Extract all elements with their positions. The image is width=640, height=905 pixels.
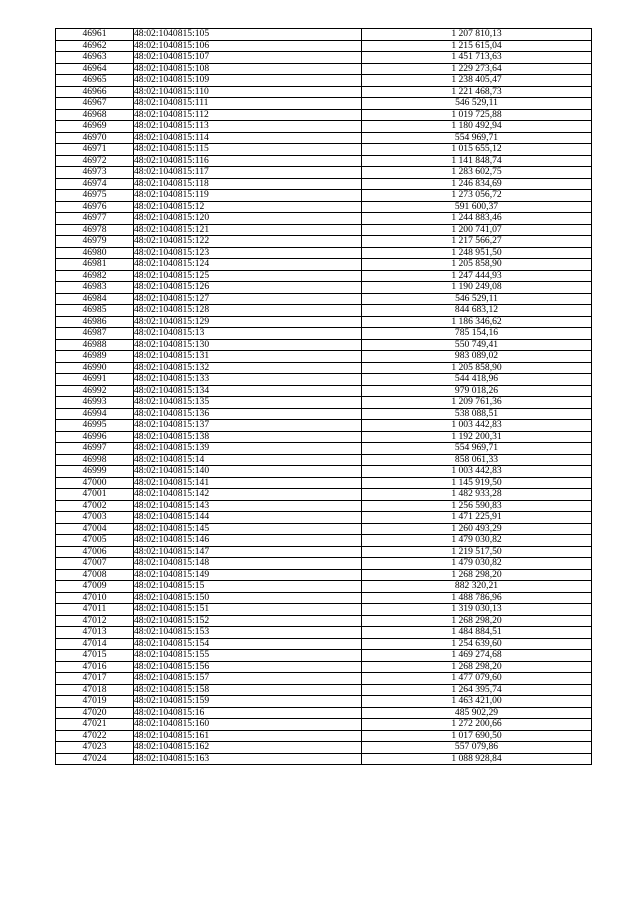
cadastral-value-cell: 1 019 725,88	[362, 109, 592, 121]
row-number-cell: 46965	[56, 75, 134, 87]
row-number-cell: 46961	[56, 29, 134, 41]
row-number-cell: 46964	[56, 63, 134, 75]
cadastral-value-cell: 1 141 848,74	[362, 155, 592, 167]
cadastral-number-cell: 48:02:1040815:108	[134, 63, 362, 75]
cadastral-value-cell: 1 088 928,84	[362, 753, 592, 765]
cadastral-value-cell: 1 477 079,60	[362, 673, 592, 685]
row-number-cell: 47020	[56, 707, 134, 719]
table-row	[56, 707, 592, 719]
row-number-cell: 46976	[56, 201, 134, 213]
row-number-cell: 46983	[56, 282, 134, 294]
table-row	[56, 558, 592, 570]
cadastral-value-cell: 1 145 919,50	[362, 477, 592, 489]
row-number-cell: 46977	[56, 213, 134, 225]
row-number-cell: 47001	[56, 489, 134, 501]
table-row	[56, 190, 592, 202]
cadastral-number-cell: 48:02:1040815:134	[134, 385, 362, 397]
row-number-cell: 47022	[56, 730, 134, 742]
row-number-cell: 47016	[56, 661, 134, 673]
cadastral-value-cell: 1 238 405,47	[362, 75, 592, 87]
cadastral-number-cell: 48:02:1040815:115	[134, 144, 362, 156]
cadastral-value-cell: 1 272 200,66	[362, 719, 592, 731]
cadastral-value-cell: 1 205 858,90	[362, 362, 592, 374]
table-row	[56, 397, 592, 409]
row-number-cell: 47007	[56, 558, 134, 570]
cadastral-number-cell: 48:02:1040815:110	[134, 86, 362, 98]
table-row	[56, 454, 592, 466]
row-number-cell: 46971	[56, 144, 134, 156]
cadastral-number-cell: 48:02:1040815:130	[134, 339, 362, 351]
table-row	[56, 512, 592, 524]
cadastral-value-cell: 1 192 200,31	[362, 431, 592, 443]
row-number-cell: 46973	[56, 167, 134, 179]
row-number-cell: 46999	[56, 466, 134, 478]
cadastral-value-cell: 844 683,12	[362, 305, 592, 317]
cadastral-value-cell: 1 479 030,82	[362, 558, 592, 570]
cadastral-number-cell: 48:02:1040815:126	[134, 282, 362, 294]
row-number-cell: 47011	[56, 604, 134, 616]
table-row	[56, 362, 592, 374]
cadastral-number-cell: 48:02:1040815:140	[134, 466, 362, 478]
cadastral-number-cell: 48:02:1040815:15	[134, 581, 362, 593]
row-number-cell: 46970	[56, 132, 134, 144]
cadastral-value-cell: 1 260 493,29	[362, 523, 592, 535]
cadastral-number-cell: 48:02:1040815:141	[134, 477, 362, 489]
cadastral-number-cell: 48:02:1040815:119	[134, 190, 362, 202]
table-row	[56, 201, 592, 213]
cadastral-value-cell: 550 749,41	[362, 339, 592, 351]
row-number-cell: 46968	[56, 109, 134, 121]
cadastral-number-cell: 48:02:1040815:143	[134, 500, 362, 512]
cadastral-number-cell: 48:02:1040815:157	[134, 673, 362, 685]
cadastral-number-cell: 48:02:1040815:139	[134, 443, 362, 455]
cadastral-value-cell: 1 254 639,60	[362, 638, 592, 650]
row-number-cell: 47002	[56, 500, 134, 512]
table-row	[56, 144, 592, 156]
cadastral-value-cell: 1 471 225,91	[362, 512, 592, 524]
table-row	[56, 247, 592, 259]
cadastral-number-cell: 48:02:1040815:105	[134, 29, 362, 41]
row-number-cell: 46975	[56, 190, 134, 202]
row-number-cell: 46995	[56, 420, 134, 432]
table-row	[56, 615, 592, 627]
cadastral-value-cell: 1 229 273,64	[362, 63, 592, 75]
row-number-cell: 47017	[56, 673, 134, 685]
cadastral-value-cell: 882 320,21	[362, 581, 592, 593]
cadastral-number-cell: 48:02:1040815:153	[134, 627, 362, 639]
cadastral-number-cell: 48:02:1040815:123	[134, 247, 362, 259]
row-number-cell: 46985	[56, 305, 134, 317]
table-row	[56, 155, 592, 167]
cadastral-number-cell: 48:02:1040815:109	[134, 75, 362, 87]
table-row	[56, 466, 592, 478]
cadastral-number-cell: 48:02:1040815:136	[134, 408, 362, 420]
row-number-cell: 46986	[56, 316, 134, 328]
row-number-cell: 47010	[56, 592, 134, 604]
row-number-cell: 47021	[56, 719, 134, 731]
cadastral-number-cell: 48:02:1040815:146	[134, 535, 362, 547]
table-row	[56, 98, 592, 110]
cadastral-value-cell: 1 469 274,68	[362, 650, 592, 662]
cadastral-number-cell: 48:02:1040815:16	[134, 707, 362, 719]
cadastral-value-cell: 1 256 590,83	[362, 500, 592, 512]
row-number-cell: 46979	[56, 236, 134, 248]
row-number-cell: 46992	[56, 385, 134, 397]
cadastral-value-cell: 1 190 249,08	[362, 282, 592, 294]
cadastral-number-cell: 48:02:1040815:132	[134, 362, 362, 374]
cadastral-value-cell: 1 186 346,62	[362, 316, 592, 328]
cadastral-value-cell: 557 079,86	[362, 742, 592, 754]
cadastral-value-cell: 858 061,33	[362, 454, 592, 466]
table-row	[56, 236, 592, 248]
table-row	[56, 351, 592, 363]
cadastral-number-cell: 48:02:1040815:113	[134, 121, 362, 133]
cadastral-value-cell: 1 268 298,20	[362, 569, 592, 581]
table-row	[56, 581, 592, 593]
row-number-cell: 47019	[56, 696, 134, 708]
table-row	[56, 339, 592, 351]
cadastral-value-cell: 1 463 421,00	[362, 696, 592, 708]
row-number-cell: 46972	[56, 155, 134, 167]
cadastral-value-cell: 1 244 883,46	[362, 213, 592, 225]
cadastral-number-cell: 48:02:1040815:127	[134, 293, 362, 305]
row-number-cell: 47008	[56, 569, 134, 581]
cadastral-value-cell: 1 273 056,72	[362, 190, 592, 202]
cadastral-value-cell: 1 283 602,75	[362, 167, 592, 179]
cadastral-value-cell: 1 219 517,50	[362, 546, 592, 558]
row-number-cell: 47018	[56, 684, 134, 696]
row-number-cell: 46962	[56, 40, 134, 52]
table-row	[56, 500, 592, 512]
cadastral-value-cell: 591 600,37	[362, 201, 592, 213]
row-number-cell: 46988	[56, 339, 134, 351]
cadastral-value-cell: 538 088,51	[362, 408, 592, 420]
row-number-cell: 46966	[56, 86, 134, 98]
table-row	[56, 132, 592, 144]
table-row	[56, 431, 592, 443]
cadastral-number-cell: 48:02:1040815:124	[134, 259, 362, 271]
cadastral-number-cell: 48:02:1040815:122	[134, 236, 362, 248]
cadastral-number-cell: 48:02:1040815:112	[134, 109, 362, 121]
table-row	[56, 489, 592, 501]
table-row	[56, 627, 592, 639]
row-number-cell: 46981	[56, 259, 134, 271]
cadastral-number-cell: 48:02:1040815:156	[134, 661, 362, 673]
table-row	[56, 569, 592, 581]
table-row	[56, 385, 592, 397]
table-row	[56, 270, 592, 282]
cadastral-number-cell: 48:02:1040815:13	[134, 328, 362, 340]
cadastral-value-cell: 785 154,16	[362, 328, 592, 340]
row-number-cell: 47003	[56, 512, 134, 524]
row-number-cell: 46980	[56, 247, 134, 259]
table-row	[56, 408, 592, 420]
cadastral-number-cell: 48:02:1040815:128	[134, 305, 362, 317]
table-row	[56, 259, 592, 271]
cadastral-number-cell: 48:02:1040815:159	[134, 696, 362, 708]
table-row	[56, 40, 592, 52]
table-row	[56, 684, 592, 696]
cadastral-value-cell: 485 902,29	[362, 707, 592, 719]
cadastral-number-cell: 48:02:1040815:160	[134, 719, 362, 731]
cadastral-number-cell: 48:02:1040815:149	[134, 569, 362, 581]
table-row	[56, 178, 592, 190]
cadastral-value-cell: 979 018,26	[362, 385, 592, 397]
cadastral-number-cell: 48:02:1040815:118	[134, 178, 362, 190]
table-row	[56, 420, 592, 432]
cadastral-number-cell: 48:02:1040815:133	[134, 374, 362, 386]
table-row	[56, 121, 592, 133]
cadastral-value-cell: 1 264 395,74	[362, 684, 592, 696]
table-row	[56, 443, 592, 455]
cadastral-number-cell: 48:02:1040815:135	[134, 397, 362, 409]
cadastral-number-cell: 48:02:1040815:147	[134, 546, 362, 558]
cadastral-number-cell: 48:02:1040815:114	[134, 132, 362, 144]
row-number-cell: 47014	[56, 638, 134, 650]
row-number-cell: 47013	[56, 627, 134, 639]
cadastral-number-cell: 48:02:1040815:120	[134, 213, 362, 225]
table-row	[56, 109, 592, 121]
row-number-cell: 47009	[56, 581, 134, 593]
cadastral-value-cell: 1 180 492,94	[362, 121, 592, 133]
table-row	[56, 213, 592, 225]
row-number-cell: 46993	[56, 397, 134, 409]
row-number-cell: 47000	[56, 477, 134, 489]
cadastral-value-cell: 1 246 834,69	[362, 178, 592, 190]
cadastral-value-cell: 1 003 442,83	[362, 466, 592, 478]
table-row	[56, 63, 592, 75]
cadastral-value-cell: 1 207 810,13	[362, 29, 592, 41]
table-row	[56, 753, 592, 765]
row-number-cell: 46996	[56, 431, 134, 443]
cadastral-value-cell: 1 209 761,36	[362, 397, 592, 409]
row-number-cell: 47012	[56, 615, 134, 627]
cadastral-number-cell: 48:02:1040815:137	[134, 420, 362, 432]
cadastral-value-cell: 1 451 713,63	[362, 52, 592, 64]
cadastral-number-cell: 48:02:1040815:163	[134, 753, 362, 765]
cadastral-value-cell: 1 248 951,50	[362, 247, 592, 259]
row-number-cell: 46974	[56, 178, 134, 190]
row-number-cell: 47015	[56, 650, 134, 662]
cadastral-value-cell: 1 015 655,12	[362, 144, 592, 156]
row-number-cell: 46967	[56, 98, 134, 110]
cadastral-value-cell: 544 418,96	[362, 374, 592, 386]
cadastral-number-cell: 48:02:1040815:148	[134, 558, 362, 570]
cadastral-number-cell: 48:02:1040815:129	[134, 316, 362, 328]
table-row	[56, 316, 592, 328]
row-number-cell: 46963	[56, 52, 134, 64]
cadastral-number-cell: 48:02:1040815:121	[134, 224, 362, 236]
cadastral-number-cell: 48:02:1040815:117	[134, 167, 362, 179]
table-row	[56, 638, 592, 650]
table-row	[56, 650, 592, 662]
cadastral-value-cell: 1 268 298,20	[362, 661, 592, 673]
table-row	[56, 535, 592, 547]
table-row	[56, 52, 592, 64]
table-row	[56, 293, 592, 305]
cadastral-value-cell: 1 488 786,96	[362, 592, 592, 604]
row-number-cell: 46969	[56, 121, 134, 133]
table-row	[56, 661, 592, 673]
table-row	[56, 592, 592, 604]
table-row	[56, 696, 592, 708]
cadastral-value-cell: 1 268 298,20	[362, 615, 592, 627]
cadastral-value-cell: 1 479 030,82	[362, 535, 592, 547]
table-row	[56, 86, 592, 98]
cadastral-number-cell: 48:02:1040815:125	[134, 270, 362, 282]
cadastral-value-cell: 1 221 468,73	[362, 86, 592, 98]
cadastral-value-cell: 1 319 030,13	[362, 604, 592, 616]
cadastral-value-cell: 1 247 444,93	[362, 270, 592, 282]
table-row	[56, 374, 592, 386]
table-row	[56, 730, 592, 742]
cadastral-number-cell: 48:02:1040815:12	[134, 201, 362, 213]
table-body	[56, 29, 592, 765]
cadastral-number-cell: 48:02:1040815:111	[134, 98, 362, 110]
cadastral-number-cell: 48:02:1040815:106	[134, 40, 362, 52]
table-row	[56, 75, 592, 87]
cadastral-number-cell: 48:02:1040815:161	[134, 730, 362, 742]
cadastral-value-cell: 1 482 933,28	[362, 489, 592, 501]
table-row	[56, 742, 592, 754]
table-row	[56, 719, 592, 731]
row-number-cell: 46991	[56, 374, 134, 386]
cadastral-number-cell: 48:02:1040815:145	[134, 523, 362, 535]
table-row	[56, 29, 592, 41]
table-row	[56, 523, 592, 535]
cadastral-number-cell: 48:02:1040815:131	[134, 351, 362, 363]
row-number-cell: 46987	[56, 328, 134, 340]
cadastral-value-cell: 983 089,02	[362, 351, 592, 363]
cadastral-value-cell: 554 969,71	[362, 443, 592, 455]
table-row	[56, 328, 592, 340]
cadastral-value-cell: 1 484 884,51	[362, 627, 592, 639]
cadastral-value-cell: 1 017 690,50	[362, 730, 592, 742]
cadastral-value-cell: 1 215 615,04	[362, 40, 592, 52]
row-number-cell: 46994	[56, 408, 134, 420]
row-number-cell: 46998	[56, 454, 134, 466]
cadastral-number-cell: 48:02:1040815:152	[134, 615, 362, 627]
table-row	[56, 604, 592, 616]
cadastral-number-cell: 48:02:1040815:150	[134, 592, 362, 604]
cadastral-number-cell: 48:02:1040815:162	[134, 742, 362, 754]
row-number-cell: 47023	[56, 742, 134, 754]
cadastral-number-cell: 48:02:1040815:154	[134, 638, 362, 650]
table-row	[56, 305, 592, 317]
cadastral-number-cell: 48:02:1040815:138	[134, 431, 362, 443]
table-row	[56, 167, 592, 179]
cadastral-number-cell: 48:02:1040815:158	[134, 684, 362, 696]
row-number-cell: 46997	[56, 443, 134, 455]
row-number-cell: 47006	[56, 546, 134, 558]
cadastral-value-cell: 1 217 566,27	[362, 236, 592, 248]
cadastral-value-table	[55, 28, 592, 765]
cadastral-number-cell: 48:02:1040815:155	[134, 650, 362, 662]
row-number-cell: 47005	[56, 535, 134, 547]
cadastral-number-cell: 48:02:1040815:116	[134, 155, 362, 167]
cadastral-value-cell: 1 205 858,90	[362, 259, 592, 271]
table-row	[56, 224, 592, 236]
table-row	[56, 546, 592, 558]
cadastral-number-cell: 48:02:1040815:144	[134, 512, 362, 524]
table-row	[56, 477, 592, 489]
cadastral-number-cell: 48:02:1040815:151	[134, 604, 362, 616]
row-number-cell: 46990	[56, 362, 134, 374]
cadastral-value-cell: 1 003 442,83	[362, 420, 592, 432]
row-number-cell: 47024	[56, 753, 134, 765]
cadastral-number-cell: 48:02:1040815:142	[134, 489, 362, 501]
row-number-cell: 47004	[56, 523, 134, 535]
cadastral-value-cell: 546 529,11	[362, 293, 592, 305]
row-number-cell: 46984	[56, 293, 134, 305]
table-row	[56, 282, 592, 294]
row-number-cell: 46978	[56, 224, 134, 236]
cadastral-value-cell: 546 529,11	[362, 98, 592, 110]
cadastral-number-cell: 48:02:1040815:14	[134, 454, 362, 466]
row-number-cell: 46982	[56, 270, 134, 282]
cadastral-value-cell: 554 969,71	[362, 132, 592, 144]
cadastral-number-cell: 48:02:1040815:107	[134, 52, 362, 64]
cadastral-value-cell: 1 200 741,07	[362, 224, 592, 236]
table-row	[56, 673, 592, 685]
row-number-cell: 46989	[56, 351, 134, 363]
